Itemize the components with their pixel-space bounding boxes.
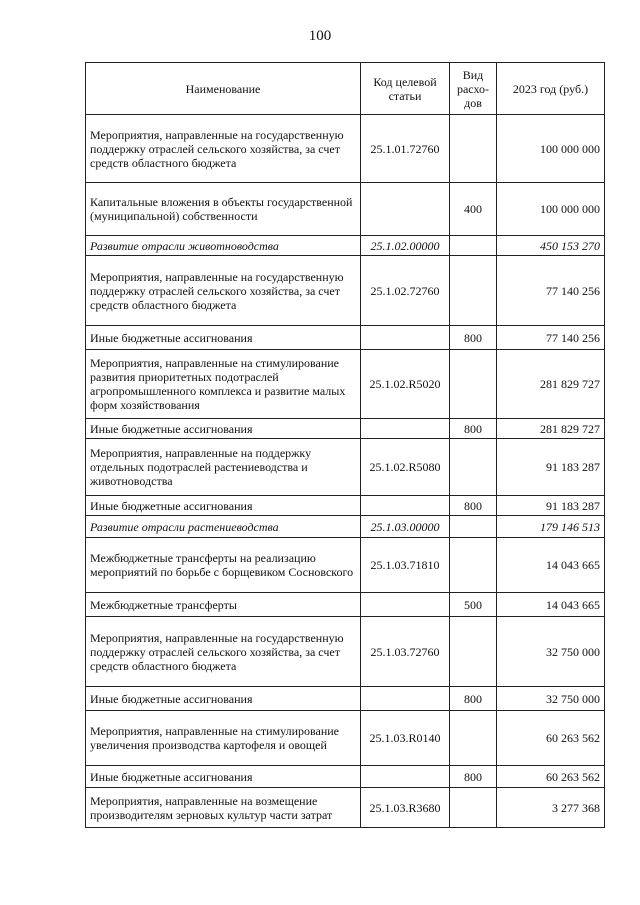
table-row bbox=[86, 419, 605, 439]
row-code-cell: 25.1.02.R5020 bbox=[361, 350, 450, 419]
row-code-cell: 25.1.01.72760 bbox=[361, 115, 450, 183]
row-expense-type-cell bbox=[450, 617, 497, 687]
row-name-cell: Мероприятия, направленные на стимулирование увеличения производства картофеля и овощей bbox=[86, 711, 361, 766]
row-amount-cell: 450 153 270 bbox=[497, 236, 605, 256]
row-code-cell bbox=[361, 593, 450, 617]
row-name-cell: Мероприятия, направленные на государственную поддержку отраслей сельского хозяйства, за счет средств областного бюджета bbox=[86, 617, 361, 687]
header-name: Наименование bbox=[86, 63, 361, 115]
row-expense-type-cell bbox=[450, 236, 497, 256]
table-row bbox=[86, 766, 605, 788]
row-expense-type-cell bbox=[450, 115, 497, 183]
row-amount-cell: 32 750 000 bbox=[497, 617, 605, 687]
row-name-cell: Иные бюджетные ассигнования bbox=[86, 496, 361, 516]
header-code: Код целевой статьи bbox=[361, 63, 450, 115]
table-row bbox=[86, 516, 605, 538]
row-name-cell: Развитие отрасли растениеводства bbox=[86, 516, 361, 538]
row-code-cell bbox=[361, 496, 450, 516]
page-number: 100 bbox=[308, 28, 332, 44]
row-expense-type-cell: 800 bbox=[450, 687, 497, 711]
row-code-cell bbox=[361, 419, 450, 439]
row-name-cell: Мероприятия, направленные на государственную поддержку отраслей сельского хозяйства, за счет средств областного бюджета bbox=[86, 256, 361, 326]
row-expense-type-cell bbox=[450, 538, 497, 593]
row-amount-cell: 60 263 562 bbox=[497, 766, 605, 788]
row-expense-type-cell: 800 bbox=[450, 419, 497, 439]
row-expense-type-cell bbox=[450, 256, 497, 326]
row-expense-type-cell bbox=[450, 350, 497, 419]
row-code-cell: 25.1.02.72760 bbox=[361, 256, 450, 326]
row-amount-cell: 14 043 665 bbox=[497, 593, 605, 617]
row-amount-cell: 281 829 727 bbox=[497, 419, 605, 439]
row-name-cell: Мероприятия, направленные на стимулирование развития приоритетных подотраслей агропромышленного комплекса и развитие малых форм хозяйствования bbox=[86, 350, 361, 419]
table-row bbox=[86, 183, 605, 236]
row-name-cell: Межбюджетные трансферты на реализацию мероприятий по борьбе с борщевиком Сосновского bbox=[86, 538, 361, 593]
header-amount-2023: 2023 год (руб.) bbox=[497, 63, 605, 115]
table-row bbox=[86, 256, 605, 326]
row-amount-cell: 32 750 000 bbox=[497, 687, 605, 711]
row-amount-cell: 281 829 727 bbox=[497, 350, 605, 419]
row-code-cell: 25.1.02.00000 bbox=[361, 236, 450, 256]
header-expense-type: Вид расхо-дов bbox=[450, 63, 497, 115]
row-amount-cell: 14 043 665 bbox=[497, 538, 605, 593]
row-name-cell: Иные бюджетные ассигнования bbox=[86, 687, 361, 711]
row-code-cell: 25.1.03.R3680 bbox=[361, 788, 450, 828]
table-row bbox=[86, 439, 605, 496]
row-amount-cell: 100 000 000 bbox=[497, 115, 605, 183]
row-expense-type-cell bbox=[450, 439, 497, 496]
table-row bbox=[86, 617, 605, 687]
row-code-cell bbox=[361, 687, 450, 711]
row-name-cell: Мероприятия, направленные на возмещение производителям зерновых культур части затрат bbox=[86, 788, 361, 828]
row-code-cell bbox=[361, 326, 450, 350]
row-amount-cell: 100 000 000 bbox=[497, 183, 605, 236]
budget-table bbox=[85, 62, 605, 828]
row-expense-type-cell bbox=[450, 788, 497, 828]
row-amount-cell: 91 183 287 bbox=[497, 439, 605, 496]
table-row bbox=[86, 711, 605, 766]
table-row bbox=[86, 538, 605, 593]
row-name-cell: Развитие отрасли животноводства bbox=[86, 236, 361, 256]
row-amount-cell: 3 277 368 bbox=[497, 788, 605, 828]
row-expense-type-cell bbox=[450, 711, 497, 766]
table-row bbox=[86, 115, 605, 183]
table-row bbox=[86, 593, 605, 617]
row-amount-cell: 77 140 256 bbox=[497, 326, 605, 350]
table-header-row bbox=[86, 63, 605, 115]
table-body bbox=[86, 115, 605, 828]
row-code-cell: 25.1.02.R5080 bbox=[361, 439, 450, 496]
row-code-cell: 25.1.03.R0140 bbox=[361, 711, 450, 766]
row-expense-type-cell: 500 bbox=[450, 593, 497, 617]
row-code-cell bbox=[361, 183, 450, 236]
table-row bbox=[86, 687, 605, 711]
row-name-cell: Иные бюджетные ассигнования bbox=[86, 419, 361, 439]
row-amount-cell: 60 263 562 bbox=[497, 711, 605, 766]
table-row bbox=[86, 236, 605, 256]
row-expense-type-cell bbox=[450, 516, 497, 538]
table-row bbox=[86, 788, 605, 828]
row-code-cell bbox=[361, 766, 450, 788]
table-row bbox=[86, 496, 605, 516]
row-name-cell: Капитальные вложения в объекты государственной (муниципальной) собственности bbox=[86, 183, 361, 236]
row-code-cell: 25.1.03.00000 bbox=[361, 516, 450, 538]
row-code-cell: 25.1.03.71810 bbox=[361, 538, 450, 593]
table-row bbox=[86, 350, 605, 419]
row-name-cell: Межбюджетные трансферты bbox=[86, 593, 361, 617]
row-code-cell: 25.1.03.72760 bbox=[361, 617, 450, 687]
row-amount-cell: 77 140 256 bbox=[497, 256, 605, 326]
table-row bbox=[86, 326, 605, 350]
row-name-cell: Мероприятия, направленные на государственную поддержку отраслей сельского хозяйства, за счет средств областного бюджета bbox=[86, 115, 361, 183]
row-name-cell: Иные бюджетные ассигнования bbox=[86, 326, 361, 350]
row-expense-type-cell: 400 bbox=[450, 183, 497, 236]
row-expense-type-cell: 800 bbox=[450, 326, 497, 350]
row-amount-cell: 91 183 287 bbox=[497, 496, 605, 516]
row-expense-type-cell: 800 bbox=[450, 766, 497, 788]
row-expense-type-cell: 800 bbox=[450, 496, 497, 516]
row-name-cell: Иные бюджетные ассигнования bbox=[86, 766, 361, 788]
row-name-cell: Мероприятия, направленные на поддержку отдельных подотраслей растениеводства и животноводства bbox=[86, 439, 361, 496]
row-amount-cell: 179 146 513 bbox=[497, 516, 605, 538]
